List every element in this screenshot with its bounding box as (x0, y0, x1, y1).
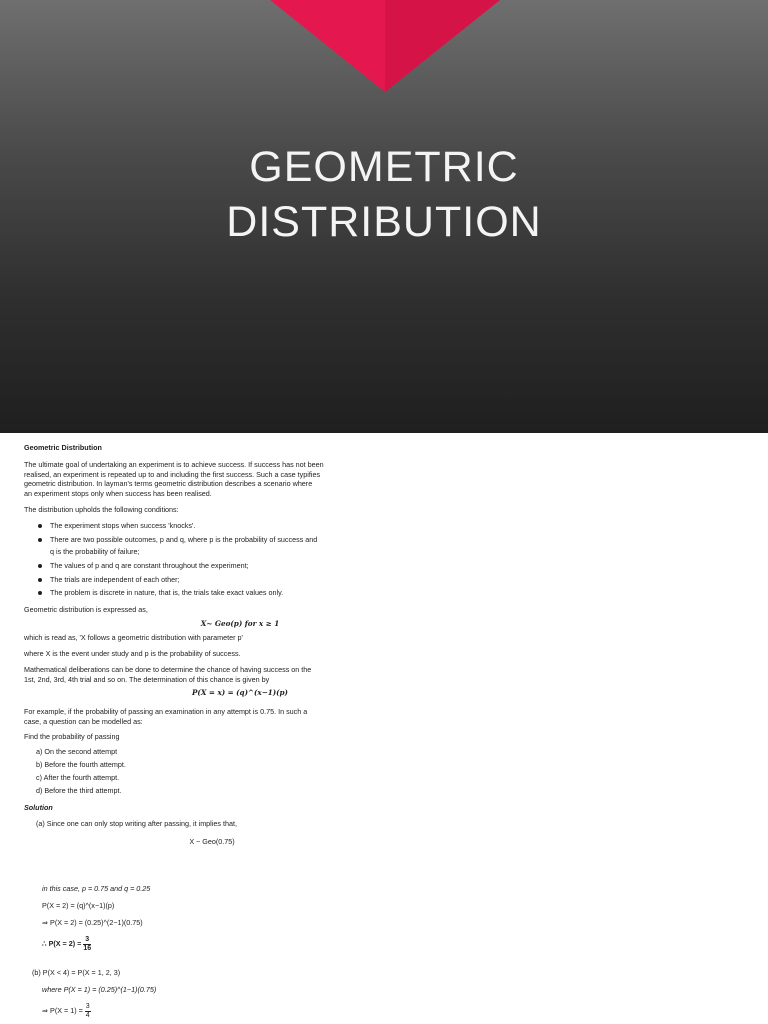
deliberations-line: 1st, 2nd, 3rd, 4th trial and so on. The determination of this chance is given by (24, 674, 270, 684)
intro-line: geometric distribution. In layman's terms geometric distribution describes a scenario where (24, 479, 313, 489)
working-line: ⇒ P(X = 2) = (0.25)^(2−1)(0.75) (42, 918, 143, 927)
title-slide (0, 0, 768, 433)
condition-item: The trials are independent of each other; (50, 575, 180, 584)
pink-chevron-shape (270, 0, 500, 95)
intro-line: realised, an experiment is repeated up to and including the first success. Such a case typifies (24, 469, 321, 479)
working-line: (b) P(X < 4) = P(X = 1, 2, 3) (32, 968, 121, 977)
question-item: d) Before the third attempt. (36, 786, 122, 795)
example-paragraph (24, 707, 307, 726)
bullet-dot (38, 564, 42, 568)
deliberations-paragraph (24, 665, 311, 684)
working-result (42, 1000, 91, 1022)
example-line: case, a question can be modelled as: (24, 716, 143, 726)
fraction-denominator: 4 (85, 1011, 90, 1019)
intro-paragraph (24, 460, 324, 498)
fraction (83, 936, 91, 953)
intro-line: an experiment stops only when success has been realised. (24, 488, 212, 498)
question-item: a) On the second attempt (36, 747, 118, 756)
fraction-numerator: 3 (85, 935, 90, 943)
document-page (12, 433, 468, 1024)
bullet-dot (38, 524, 42, 528)
working-line: P(X = 2) = (q)^(x−1)(p) (42, 901, 115, 910)
condition-item: The problem is discrete in nature, that is, the trials take exact values only. (50, 588, 284, 597)
slide-title-line-1: GEOMETRIC (249, 143, 519, 191)
condition-item: The values of p and q are constant throughout the experiment; (50, 561, 249, 570)
bullet-dot (38, 591, 42, 595)
slide-title (0, 140, 768, 250)
condition-item-continued: q is the probability of failure; (50, 547, 140, 556)
working-result-label: ⇒ P(X = 1) = (42, 1006, 85, 1015)
geo-075-formula: X ~ Geo(0.75) (189, 837, 235, 846)
question-item: b) Before the fourth attempt. (36, 760, 126, 769)
solution-label: Solution (24, 803, 53, 812)
condition-item: There are two possible outcomes, p and q, where p is the probability of success and (50, 535, 318, 544)
where-text: where X is the event under study and p is the probability of success. (24, 649, 241, 658)
intro-line: The ultimate goal of undertaking an experiment is to achieve success. If success has not been (24, 460, 324, 469)
find-probability-text: Find the probability of passing (24, 732, 120, 741)
working-result (42, 933, 91, 955)
example-line: For example, if the probability of passing an examination in any attempt is 0.75. In such a (24, 707, 308, 716)
fraction-numerator: 3 (85, 1002, 90, 1010)
read-as-text: which is read as, 'X follows a geometric distribution with parameter p' (24, 633, 243, 642)
fraction-denominator: 16 (83, 944, 92, 952)
question-item: c) After the fourth attempt. (36, 773, 120, 782)
section-heading: Geometric Distribution (24, 443, 102, 452)
solution-a-text: (a) Since one can only stop writing after passing, it implies that, (36, 819, 237, 828)
expressed-as-text: Geometric distribution is expressed as, (24, 605, 148, 614)
pmf-formula: P(X = x) = (q)^(x−1)(p) (192, 688, 288, 697)
fraction (85, 1003, 91, 1020)
geometric-formula: X~ Geo(p) for x ≥ 1 (200, 619, 280, 628)
working-line: in this case, p = 0.75 and q = 0.25 (42, 884, 151, 893)
bullet-dot (38, 538, 42, 542)
condition-item: The experiment stops when success 'knocks'. (50, 521, 196, 530)
conditions-intro: The distribution upholds the following conditions: (24, 505, 179, 514)
working-line: where P(X = 1) = (0.25)^(1−1)(0.75) (42, 985, 157, 994)
bullet-dot (38, 578, 42, 582)
deliberations-line: Mathematical deliberations can be done to determine the chance of having success on the (24, 665, 312, 674)
slide-title-line-2: DISTRIBUTION (226, 198, 542, 246)
working-result-label: ∴ P(X = 2) = (42, 939, 84, 948)
